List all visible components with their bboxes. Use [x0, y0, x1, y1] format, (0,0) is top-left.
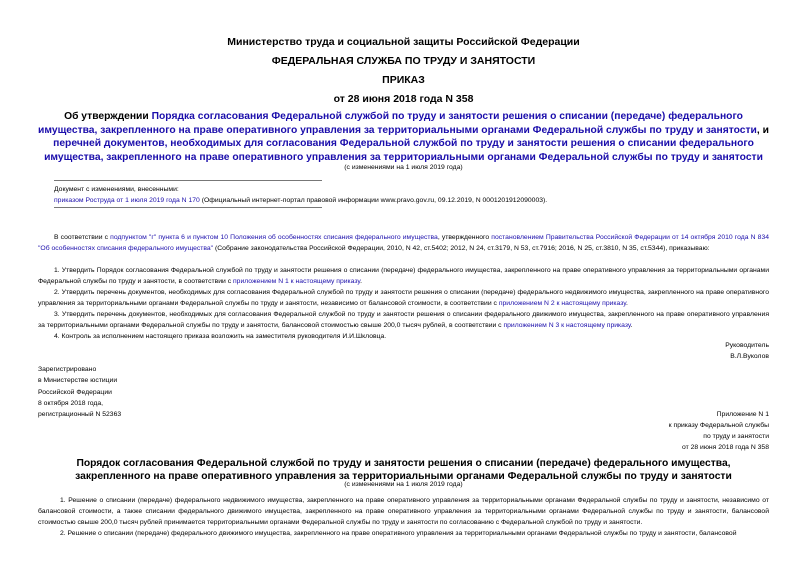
ministry-heading: Министерство труда и социальной защиты Российской Федерации	[227, 36, 580, 48]
preamble-text-1: В соответствии с	[54, 234, 111, 241]
item-tail: .	[360, 278, 363, 286]
item-link-appendix-1[interactable]: приложением N 1 к настоящему приказу	[232, 278, 361, 286]
changes-line	[54, 195, 774, 206]
preamble-link-regulation[interactable]: подпунктом "г" пункта 6 и пунктом 10 Положения об особенностях списания федерального имущества	[110, 234, 438, 241]
item-link-appendix-2[interactable]: приложением N 2 к настоящему приказу	[498, 300, 626, 308]
divider-top	[54, 180, 322, 181]
changes-tail: (Официальный интернет-портал правовой информации www.pravo.gov.ru, 09.12.2019, N 0001201912090003).	[199, 197, 548, 204]
changes-link[interactable]: приказом Роструда от 1 июля 2019 года N 170	[54, 197, 200, 204]
appendix-heading	[669, 409, 769, 453]
item-tail: .	[630, 322, 633, 330]
item-link-appendix-3[interactable]: приложением N 3 к настоящему приказу	[503, 322, 631, 330]
registration-line: Российской Федерации	[38, 388, 112, 396]
title-middle: , и	[756, 124, 769, 136]
item-text: 1. Утвердить Порядок согласования Федеральной службой по труду и занятости решения о списании (передаче) федерального имущества, закрепленного на праве оперативного управления за территориальными органами Федеральной службы по труду и занятости, в соответствии с	[38, 267, 769, 286]
preamble-text-2: , утвержденного	[437, 234, 492, 241]
item-tail: .	[625, 300, 628, 308]
appendix-line: по труду и занятости	[703, 433, 769, 440]
appendix-line: к приказу Федеральной службы	[668, 422, 769, 429]
preamble-text-3: (Собрание законодательства Российской Федерации, 2010, N 42, ст.5402; 2012, N 24, ст.3179, N 53, ст.7916; 2016, N 25, ст.3810, N 35, ст.5344), приказываю:	[213, 245, 710, 253]
section-edited-note: (с изменениями на 1 июля 2019 года)	[344, 481, 463, 488]
document-title	[38, 110, 769, 164]
changes-block	[54, 184, 774, 206]
signature-name: В.Л.Вуколов	[730, 353, 769, 360]
order-item-2	[38, 287, 769, 309]
appendix-line: Приложение N 1	[716, 411, 769, 418]
item-text: 2. Утвердить перечень документов, необходимых для согласования Федеральной службой по труду и занятости решения о списании (передаче) федерального недвижимого имущества, закрепленного на праве оперативного управления за территориальными органами Федеральной службы по труду и занятости, независимо от балансовой стоимости, в соответствии с	[38, 289, 769, 308]
preamble-link-resolution[interactable]: постановлением Правительства Российской Федерации от 14 октября 2010 года N 834 "Об особенностях списания федерального имущества"	[38, 234, 770, 253]
item-text: 4. Контроль за исполнением настоящего приказа возложить на заместителя руководителя И.И.Шкловца.	[54, 333, 387, 340]
registration-line: регистрационный N 52363	[38, 411, 122, 419]
registration-block	[38, 364, 121, 420]
divider-bottom	[54, 207, 322, 208]
service-heading: ФЕДЕРАЛЬНАЯ СЛУЖБА ПО ТРУДУ И ЗАНЯТОСТИ	[271, 55, 536, 67]
section-title: Порядок согласования Федеральной службой по труду и занятости решения о списании (передаче) федерального имущества, закрепленного на праве оперативного управления за территориальными органами Федеральной службы по труду и занятости	[75, 458, 732, 482]
registration-line: Зарегистрировано	[38, 366, 97, 373]
signature-position: Руководитель	[725, 342, 769, 349]
preamble-paragraph	[38, 232, 769, 254]
title-link-lists[interactable]: перечней документов, необходимых для согласования Федеральной службой по труду и занятости решения о списании федерального имущества, закрепленного на праве оперативного управления за территориальными органами Федеральной службы по труду и занятости	[44, 138, 763, 163]
title-prefix: Об утверждении	[64, 111, 152, 122]
registration-line: в Министерстве юстиции	[38, 377, 118, 385]
order-item-3	[38, 309, 769, 331]
order-item-4	[38, 331, 769, 342]
order-date: от 28 июня 2018 года N 358	[333, 93, 474, 105]
section-paragraph-1: 1. Решение о списании (передаче) федерального недвижимого имущества, закрепленного на праве оперативного управления за территориальными органами Федеральной службы по труду и занятости, независимо от балансовой стоимости, а также списании федерального движимого имущества, закрепленного на праве оперативного управления за территориальными органами Федеральной службы по труду и занятости, балансовой стоимостью свыше 200,0 тысяч рублей принимается территориальными органами Федеральной службы по труду и занятости по согласованию с Федеральной службой по труду и занятости.	[38, 497, 769, 527]
order-item-1	[38, 265, 769, 287]
order-heading: ПРИКАЗ	[382, 74, 425, 86]
registration-line: 8 октября 2018 года,	[38, 399, 104, 407]
item-text: 3. Утвердить перечень документов, необходимых для согласования Федеральной службой по труду и занятости решения о списании федерального движимого имущества, закрепленного на праве оперативного управления за территориальными органами Федеральной службы по труду и занятости, балансовой стоимостью свыше 200,0 тысяч рублей, в соответствии с	[38, 311, 769, 330]
changes-label: Документ с изменениями, внесенными:	[54, 186, 179, 193]
title-link-procedure[interactable]: Порядка согласования Федеральной службой по труду и занятости решения о списании (передаче) федерального имущества, закрепленного на праве оперативного управления за территориальными органами Федеральной службы по труду и занятости	[38, 111, 757, 136]
edited-note: (с изменениями на 1 июля 2019 года)	[344, 164, 463, 171]
appendix-line: от 28 июня 2018 года N 358	[681, 444, 769, 451]
section-paragraph-2: 2. Решение о списании (передаче) федерального движимого имущества, закрепленного на праве оперативного управления за территориальными органами Федеральной службы по труду и занятости, балансовой	[60, 530, 737, 537]
